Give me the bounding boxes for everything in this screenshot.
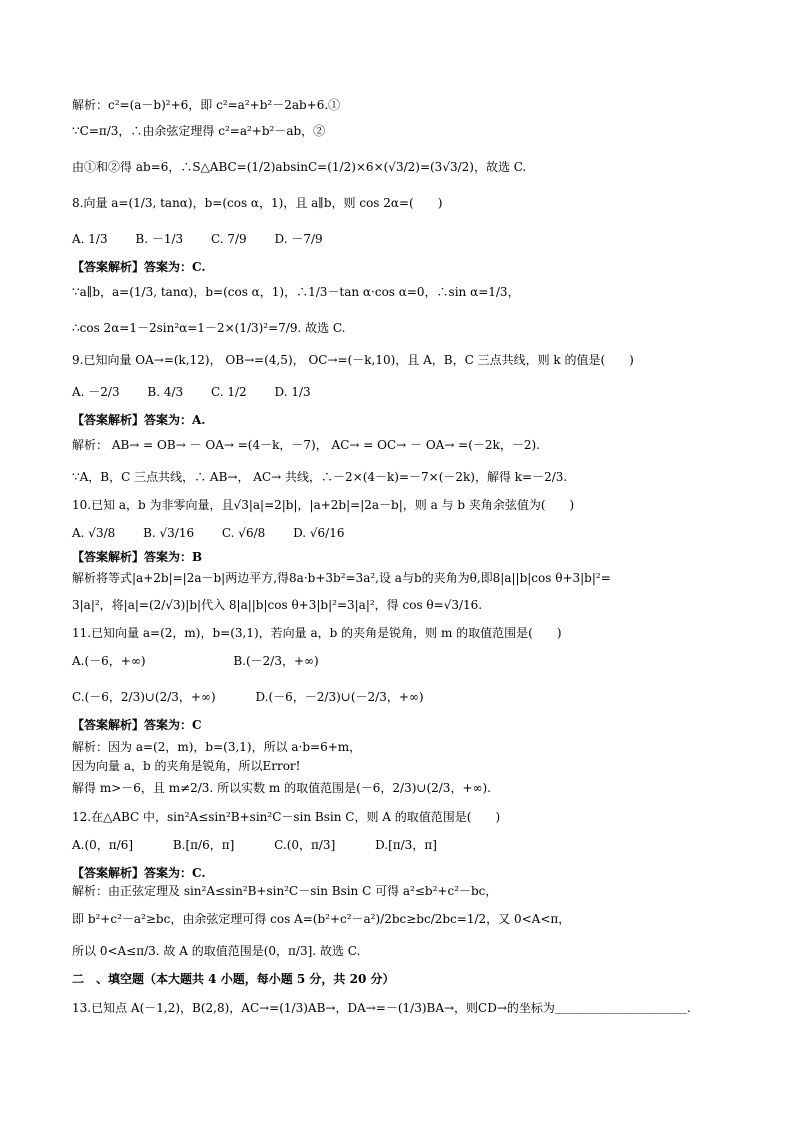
text-line: 解析： AB→ = OB→ － OA→ =(4－k，－7)， AC→ = OC→ － OA→ =(－2k，－2). (72, 438, 540, 452)
text-line: A.(0，π/6] B.[π/6，π] C.(0，π/3] D.[π/3，π] (72, 838, 437, 852)
text-line: C.(－6，2/3)∪(2/3，+∞) D.(－6，－2/3)∪(－2/3，+∞) (72, 690, 424, 704)
text-line: ∵C=π/3，∴由余弦定理得 c²=a²+b²－ab，② (72, 124, 326, 138)
text-line: 【答案解析】答案为：C (72, 718, 202, 732)
text-line: ∴cos 2α=1－2sin²α=1－2×(1/3)²=7/9. 故选 C. (72, 321, 346, 335)
text-line: 【答案解析】答案为：C. (72, 866, 206, 880)
text-line: 【答案解析】答案为：A. (72, 413, 206, 427)
text-line: 因为向量 a，b 的夹角是锐角，所以Error! (72, 759, 301, 773)
text-line: 由①和②得 ab=6，∴S△ABC=(1/2)absinC=(1/2)×6×(√3/2)=(3√3/2)，故选 C. (72, 160, 527, 174)
text-line: 二 、填空题（本大题共 4 小题，每小题 5 分，共 20 分） (72, 972, 395, 986)
text-line: 解析将等式|a+2b|=|2a－b|两边平方,得8a·b+3b²=3a²,设 a与b的夹角为θ,即8|a||b|cos θ+3|b|²= (72, 571, 611, 585)
text-line: 8.向量 a=(1/3, tanα)，b=(cos α，1)，且 a∥b，则 cos 2α=( ) (72, 196, 443, 210)
text-line: 12.在△ABC 中，sin²A≤sin²B+sin²C－sin Bsin C，则 A 的取值范围是( ) (72, 810, 501, 824)
text-line: A. 1/3 B. －1/3 C. 7/9 D. －7/9 (72, 232, 323, 246)
text-line: 解析：因为 a=(2，m)，b=(3,1)，所以 a·b=6+m， (72, 740, 362, 754)
text-line: 13.已知点 A(－1,2)，B(2,8)，AC→=(1/3)AB→，DA→=－(1/3)BA→，则CD→的坐标为＿＿＿＿＿＿＿＿＿＿＿. (72, 1001, 691, 1015)
text-line: 【答案解析】答案为：C. (72, 260, 206, 274)
text-line: 解析：c²=(a－b)²+6，即 c²=a²+b²－2ab+6.① (72, 98, 341, 112)
text-line: 解得 m>－6，且 m≠2/3. 所以实数 m 的取值范围是(－6，2/3)∪(2/3，+∞). (72, 781, 491, 795)
text-line: ∵a∥b，a=(1/3, tanα)，b=(cos α，1)，∴1/3－tan α·cos α=0，∴sin α=1/3， (72, 285, 520, 299)
text-line: 10.已知 a，b 为非零向量，且√3|a|=2|b|，|a+2b|=|2a－b|，则 a 与 b 夹角余弦值为( ) (72, 498, 575, 512)
text-line: A.(－6，+∞) B.(－2/3，+∞) (72, 654, 319, 668)
text-line: 解析：由正弦定理及 sin²A≤sin²B+sin²C－sin Bsin C 可得 a²≤b²+c²－bc， (72, 884, 498, 898)
text-line: 9.已知向量 OA→=(k,12)， OB→=(4,5)， OC→=(－k,10)，且 A，B，C 三点共线，则 k 的值是( ) (72, 353, 634, 367)
text-line: ∵A，B，C 三点共线，∴ AB→， AC→ 共线，∴－2×(4－k)=－7×(－2k)，解得 k=－2/3. (72, 470, 568, 484)
text-line: A. √3/8 B. √3/16 C. √6/8 D. √6/16 (72, 526, 345, 540)
text-line: 11.已知向量 a=(2，m)，b=(3,1)，若向量 a，b 的夹角是锐角，则 m 的取值范围是( ) (72, 626, 562, 640)
text-line: 即 b²+c²－a²≥bc，由余弦定理可得 cos A=(b²+c²－a²)/2bc≥bc/2bc=1/2，又 0<A<π， (72, 912, 571, 926)
text-line: 【答案解析】答案为：B (72, 550, 203, 564)
text-line: A. －2/3 B. 4/3 C. 1/2 D. 1/3 (72, 385, 311, 399)
text-line: 所以 0<A≤π/3. 故 A 的取值范围是(0，π/3]. 故选 C. (72, 944, 361, 958)
text-line: 3|a|²，将|a|=(2/√3)|b|代入 8|a||b|cos θ+3|b|²=3|a|²，得 cos θ=√3/16. (72, 598, 483, 612)
